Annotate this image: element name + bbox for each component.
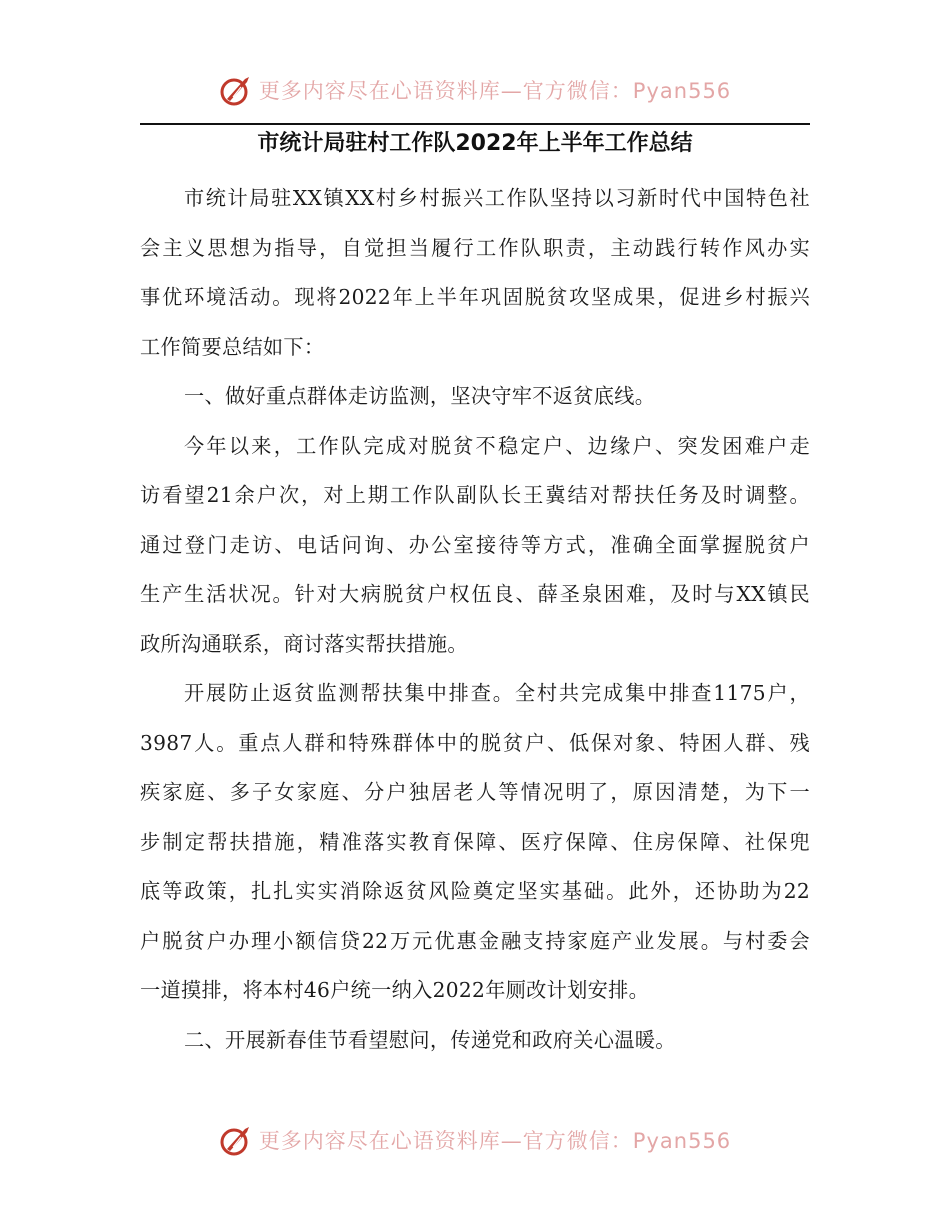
header-banner (0, 68, 950, 112)
footer-banner (0, 1118, 950, 1162)
paragraph-line: 户脱贫户办理小额信贷22万元优惠金融支持家庭产业发展。与村委会 (140, 928, 810, 953)
paragraph-line: 今年以来，工作队完成对脱贫不稳定户、边缘户、突发困难户走 (184, 433, 810, 458)
quill-pen-icon (219, 73, 253, 107)
document-body (140, 178, 810, 1069)
footer-banner-text: 更多内容尽在心语资料库—官方微信：Pyan556 (258, 1129, 732, 1153)
header-banner-text: 更多内容尽在心语资料库—官方微信：Pyan556 (258, 79, 732, 103)
paragraph-line: 一道摸排，将本村46户统一纳入2022年厕改计划安排。 (140, 978, 650, 1002)
title-divider (140, 123, 810, 125)
paragraph-line: 疾家庭、多子女家庭、分户独居老人等情况明了，原因清楚，为下一 (140, 780, 810, 804)
paragraph-line: 工作简要总结如下： (140, 334, 325, 359)
paragraph-line: 3987人。重点人群和特殊群体中的脱贫户、低保对象、特困人群、残 (140, 730, 810, 755)
paragraph-line: 步制定帮扶措施，精准落实教育保障、医疗保障、住房保障、社保兜 (140, 829, 810, 854)
paragraph-line: 会主义思想为指导，自觉担当履行工作队职责，主动践行转作风办实 (140, 235, 810, 260)
paragraph-line: 市统计局驻XX镇XX村乡村振兴工作队坚持以习新时代中国特色社 (184, 186, 810, 210)
paragraph-line: 政所沟通联系，商讨落实帮扶措施。 (140, 631, 468, 656)
quill-pen-icon (219, 1123, 253, 1157)
paragraph-line: 访看望21余户次，对上期工作队副队长王冀结对帮扶任务及时调整。 (140, 483, 810, 507)
paragraph-line: 生产生活状况。针对大病脱贫户权伍良、薛圣泉困难，及时与XX镇民 (140, 582, 810, 606)
document-title: 市统计局驻村工作队2022年上半年工作总结 (257, 131, 693, 156)
paragraph-line: 开展防止返贫监测帮扶集中排查。全村共完成集中排查1175户， (184, 681, 810, 705)
paragraph-line: 底等政策，扎扎实实消除返贫风险奠定坚实基础。此外，还协助为22 (140, 879, 810, 903)
section-heading: 一、做好重点群体走访监测，坚决守牢不返贫底线。 (184, 384, 656, 408)
paragraph-line: 通过登门走访、电话问询、办公室接待等方式，准确全面掌握脱贫户 (140, 532, 810, 557)
paragraph-line: 事优环境活动。现将2022年上半年巩固脱贫攻坚成果，促进乡村振兴 (140, 285, 810, 309)
section-heading: 二、开展新春佳节看望慰问，传递党和政府关心温暖。 (184, 1027, 676, 1052)
